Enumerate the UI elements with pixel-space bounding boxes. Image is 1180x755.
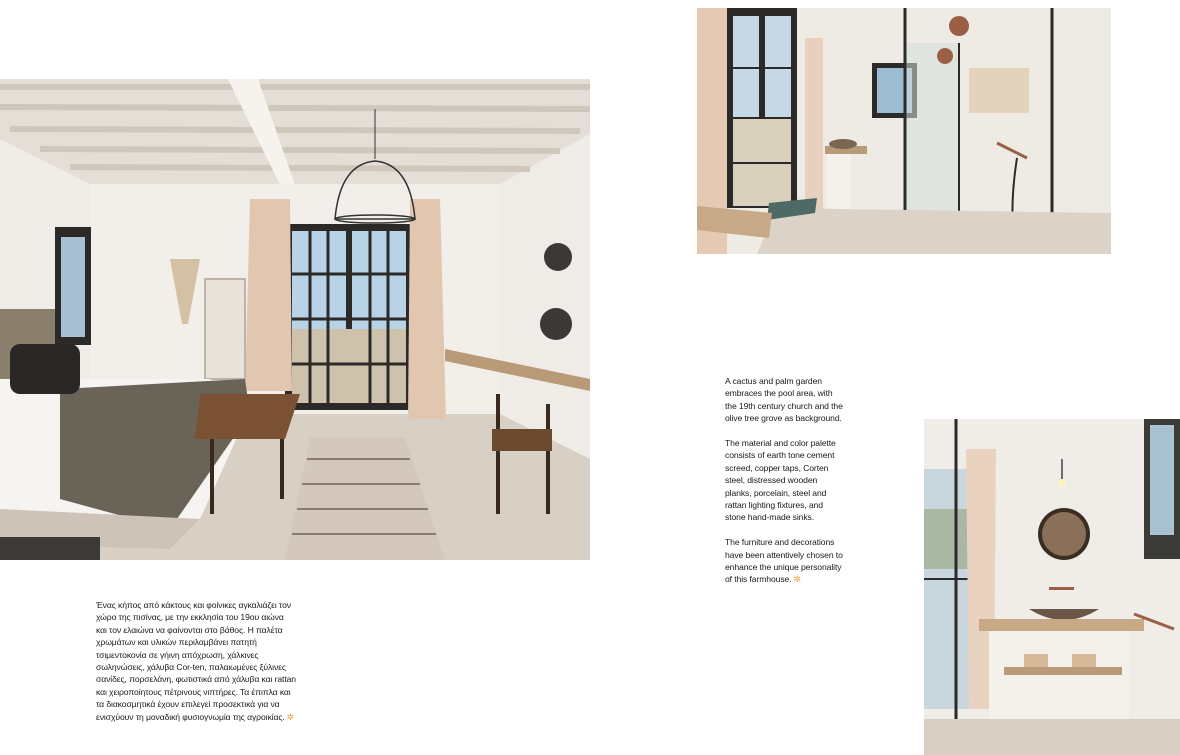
english-caption-paragraph-3	[725, 536, 845, 586]
end-mark-icon: ✲	[793, 574, 801, 585]
english-caption-paragraph-2: The material and color palette consists of earth tone cement screed, copper taps, Corten steel, distressed wooden planks, porcelain, steel and rattan lighting fixtures, and stone hand-made sinks.	[725, 438, 836, 523]
greek-caption-text: Ένας κήπος από κάκτους και φοίνικες αγκαλιάζει τον χώρο της πισίνας, με την εκκλησία του 19ου αιώνα και τον ελαιώνα να φαίνονται στο βάθος. Η παλέτα χρωμάτων και υλικών περιλαμβάνει πατητή τσιμεντοκονία σε γήινη απόχρωση, χάλκινες σωληνώσεις, χάλυβα Cor-ten, παλαιωμένες ξύλινες σανίδες, πορσελάνη, φωτιστικά από χάλυβα και rattan και χειροποίητους πέτρινους νιπτήρες. Τα έπιπλα και τα διακοσμητικά έχουν επιλεγεί προσεκτικά για να ενισχύουν τη μοναδική φυσιογνωμία της αγροικίας.	[96, 600, 296, 722]
bathroom-illustration	[697, 8, 1111, 254]
bedroom-illustration	[0, 79, 590, 560]
bathroom-photo	[697, 8, 1111, 254]
greek-caption-paragraph	[96, 599, 296, 723]
english-caption	[725, 375, 845, 586]
washroom-photo	[924, 419, 1180, 755]
english-caption-paragraph-3-text: The furniture and decorations have been attentively chosen to enhance the unique personality of this farmhouse.	[725, 537, 843, 585]
english-caption-paragraph-1: A cactus and palm garden embraces the pool area, with the 19th century church and the olive tree grove as background.	[725, 376, 843, 424]
washroom-illustration	[924, 419, 1180, 755]
end-mark-icon: ✲	[286, 711, 295, 722]
bedroom-photo	[0, 79, 590, 560]
greek-caption	[96, 599, 296, 723]
